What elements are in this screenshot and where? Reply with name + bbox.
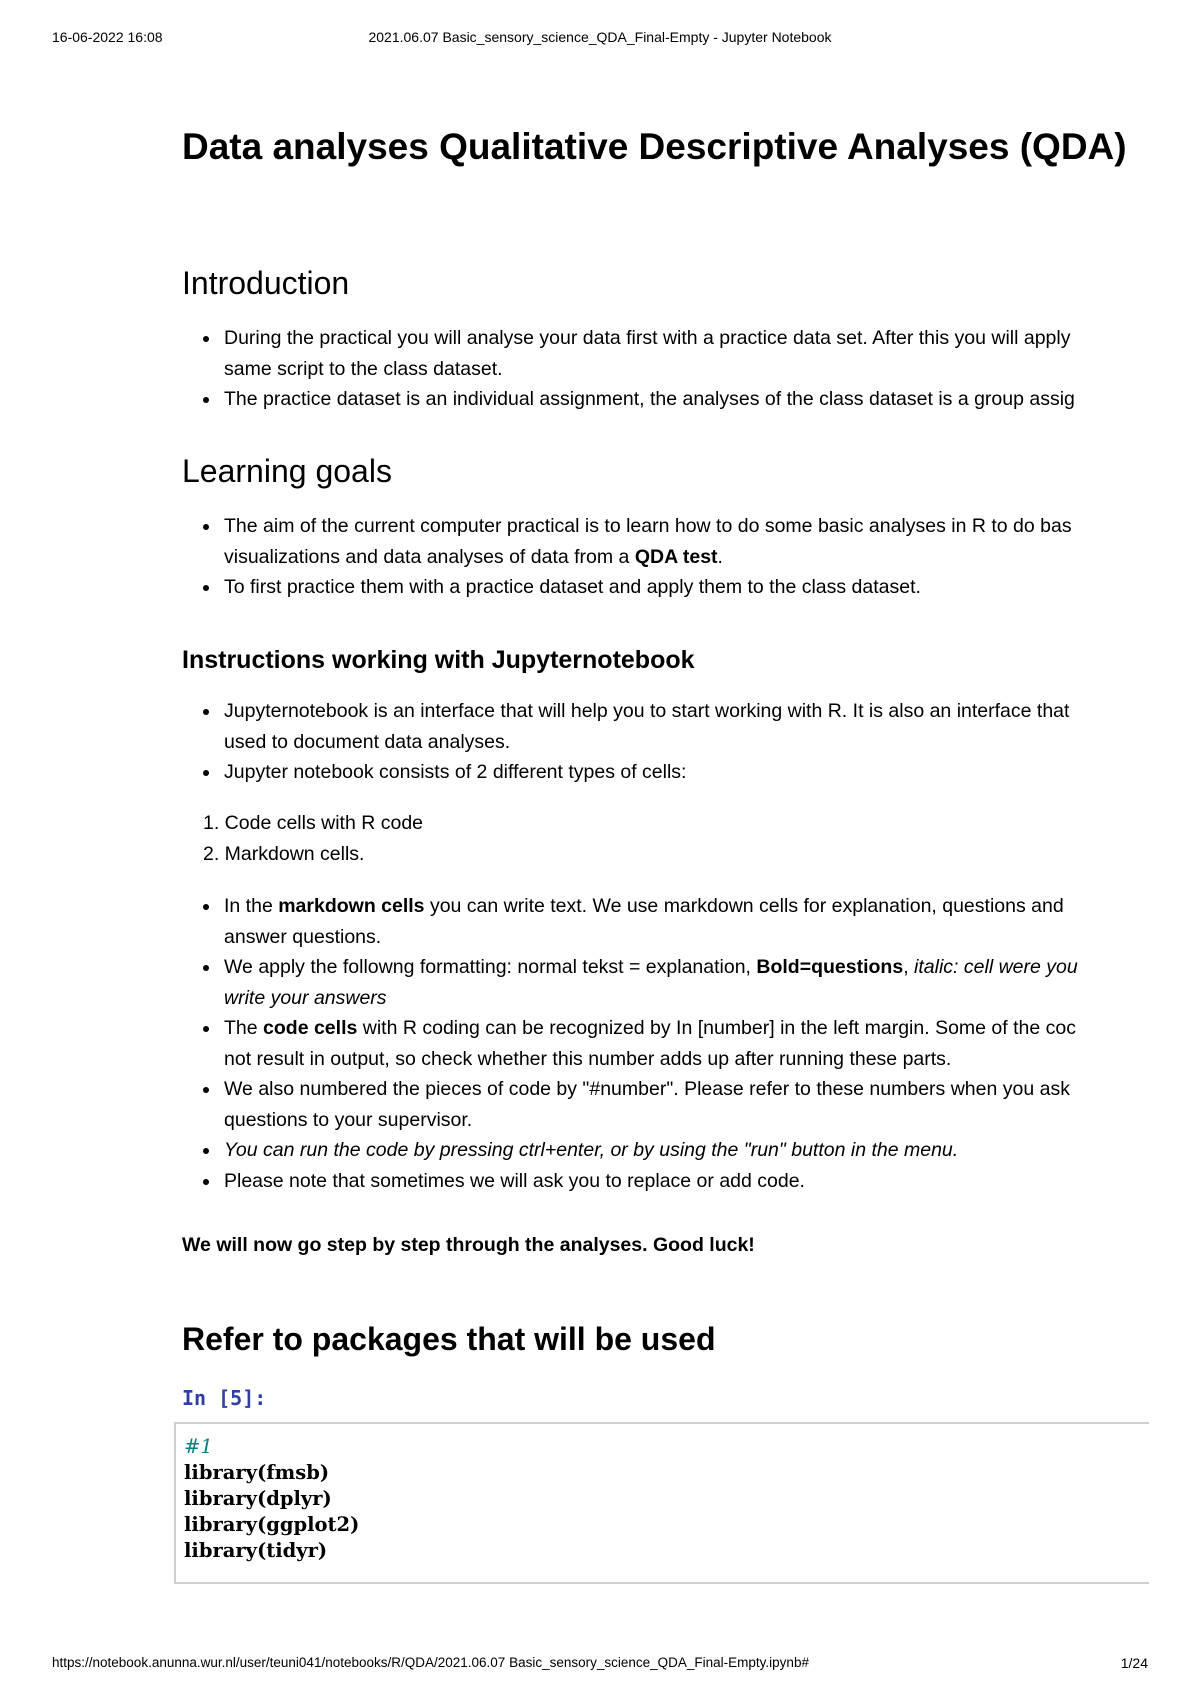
bullet-icon (203, 1179, 209, 1185)
list-item: 1. Code cells with R code (203, 812, 424, 834)
list-item: Please note that sometimes we will ask you to replace or add code. (0, 1166, 1149, 1197)
print-footer (0, 1655, 1200, 1675)
bullet-icon (203, 770, 209, 776)
packages-heading: Refer to packages that will be used (182, 1321, 716, 1357)
list-item: 2. Markdown cells. (203, 842, 365, 865)
list-item: You can run the code by pressing ctrl+enter, or by using the "run" button in the menu. (0, 1135, 1149, 1166)
bullet-icon (203, 965, 209, 971)
list-item: We apply the followng formatting: normal tekst = explanation, Bold=questions, italic: cell were you write your answers (0, 952, 1149, 1013)
list-item: In the markdown cells you can write text. We use markdown cells for explanation, questions and answer questions. (0, 891, 1149, 952)
bullet-icon (203, 904, 209, 910)
learning-goals-list (0, 511, 1149, 603)
bullet-icon (203, 336, 209, 342)
introduction-list (0, 323, 1149, 415)
list-item: Jupyternotebook is an interface that will help you to start working with R. It is also an interface that used to document data analyses. (0, 696, 1149, 757)
code-line: library(fmsb) (184, 1461, 330, 1484)
cell-types-list (0, 808, 1149, 869)
instructions-list (0, 696, 1149, 788)
input-prompt: In [5]: (182, 1386, 267, 1410)
print-header-title: 2021.06.07 Basic_sensory_science_QDA_Final-Empty - Jupyter Notebook (368, 29, 832, 45)
print-header-datetime: 16-06-2022 16:08 (52, 29, 163, 45)
instructions-heading: Instructions working with Jupyternotebook (182, 646, 695, 674)
code-cell[interactable] (174, 1422, 1149, 1584)
introduction-heading: Introduction (182, 265, 350, 301)
closing-message: We will now go step by step through the analyses. Good luck! (182, 1234, 755, 1256)
page-number: 1/24 (1120, 1655, 1148, 1671)
list-item: We also numbered the pieces of code by "#number". Please refer to these numbers when you ask questions to your supervisor. (0, 1074, 1149, 1135)
code-line: library(dplyr) (184, 1487, 332, 1510)
list-item: To first practice them with a practice dataset and apply them to the class dataset. (0, 572, 1149, 603)
list-item: The aim of the current computer practical is to learn how to do some basic analyses in R to do bas visualizations and data analyses of data from a QDA test. (0, 511, 1149, 572)
code-comment: #1 (184, 1435, 213, 1458)
list-item: The practice dataset is an individual assignment, the analyses of the class dataset is a group assig (0, 384, 1149, 415)
bullet-icon (203, 1026, 209, 1032)
bullet-icon (203, 585, 209, 591)
list-item: Jupyter notebook consists of 2 different types of cells: (0, 757, 1149, 788)
code-line: library(tidyr) (184, 1539, 328, 1562)
learning-goals-heading: Learning goals (182, 453, 392, 489)
bullet-icon (203, 524, 209, 530)
list-item: During the practical you will analyse your data first with a practice data set. After this you will apply same script to the class dataset. (0, 323, 1149, 384)
code-line: library(ggplot2) (184, 1513, 360, 1536)
list-item: The code cells with R coding can be recognized by In [number] in the left margin. Some of the coc not result in output, so check whether this number adds up after running these parts. (0, 1013, 1149, 1074)
notebook-title: Data analyses Qualitative Descriptive Analyses (QDA) (182, 126, 1127, 167)
print-footer-url[interactable]: https://notebook.anunna.wur.nl/user/teuni041/notebooks/R/QDA/2021.06.07 Basic_sensory_science_QDA_Final-Empty.ipynb# (52, 1655, 809, 1670)
bullet-icon (203, 1087, 209, 1093)
bullet-icon (203, 1148, 209, 1154)
bullet-icon (203, 709, 209, 715)
formatting-list (0, 891, 1149, 1196)
bullet-icon (203, 397, 209, 403)
